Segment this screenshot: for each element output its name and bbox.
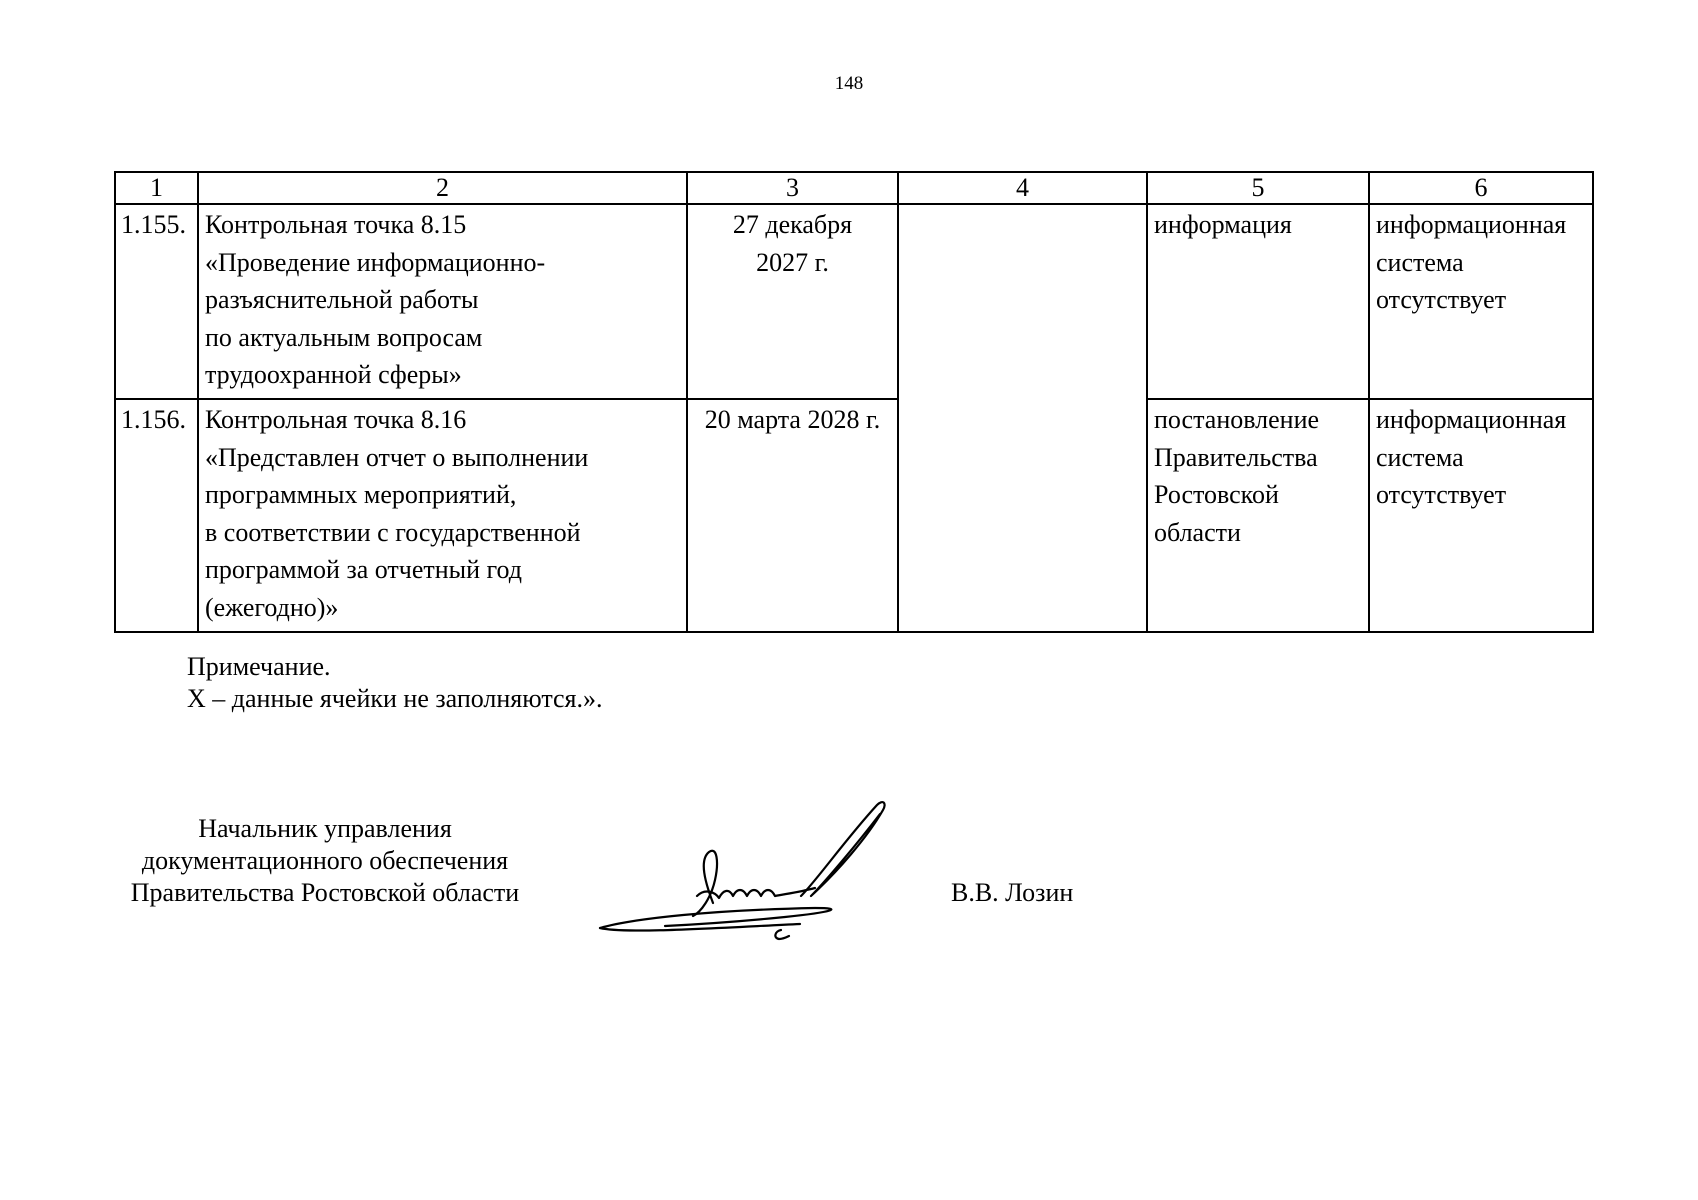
description-line: Контрольная точка 8.16 [205, 404, 467, 434]
date-line: 20 марта 2028 г. [704, 404, 881, 434]
description-line: «Проведение информационно- [205, 247, 546, 277]
description-line: программных мероприятий, [205, 480, 517, 510]
control-points-table [114, 171, 1594, 633]
table-row [115, 204, 1593, 399]
row-information-system [1369, 204, 1593, 399]
signer-position-line: документационного обеспечения [141, 846, 509, 875]
column-header-2: 2 [198, 172, 687, 204]
description-line: (ежегодно)» [205, 592, 339, 622]
column-header-5: 5 [1147, 172, 1369, 204]
row-information-system [1369, 399, 1593, 632]
handwritten-signature [595, 800, 925, 945]
column-header-6: 6 [1369, 172, 1593, 204]
description-line: разъяснительной работы [205, 285, 479, 315]
description-line: в соответствии с государственной [205, 517, 581, 547]
document-line: Правительства [1154, 442, 1318, 472]
document-line: информация [1154, 210, 1292, 239]
row-document-type [1147, 399, 1369, 632]
signer-position-line: Правительства Ростовской области [130, 878, 520, 907]
column-header-4: 4 [898, 172, 1147, 204]
description-line: трудоохранной сферы» [205, 360, 462, 390]
date-line: 2027 г. [756, 247, 829, 277]
signer-name: В.В. Лозин [951, 878, 1074, 907]
system-line: информационная [1376, 404, 1567, 434]
column-header-1: 1 [115, 172, 198, 204]
row-date [687, 204, 898, 399]
system-line: отсутствует [1376, 480, 1507, 510]
system-line: информационная [1376, 210, 1567, 239]
signer-position-line: Начальник управления [198, 814, 452, 843]
note-block [187, 651, 603, 715]
row-description [198, 399, 687, 632]
document-line: области [1154, 517, 1241, 547]
row-document-type [1147, 204, 1369, 399]
date-line: 27 декабря [732, 210, 853, 239]
document-line: Ростовской [1154, 480, 1279, 510]
table-header-row [115, 172, 1593, 204]
row-number: 1.155. [115, 204, 198, 399]
system-line: система [1376, 442, 1464, 472]
note-text: Х – данные ячейки не заполняются.». [187, 684, 603, 713]
row-date [687, 399, 898, 632]
page-number: 148 [834, 73, 864, 94]
table-row [115, 399, 1593, 632]
description-line: Контрольная точка 8.15 [205, 210, 467, 239]
description-line: по актуальным вопросам [205, 322, 483, 352]
row-description [198, 204, 687, 399]
document-line: постановление [1154, 404, 1320, 434]
row-number: 1.156. [115, 399, 198, 632]
note-title: Примечание. [187, 652, 331, 681]
description-line: программой за отчетный год [205, 555, 523, 585]
description-line: «Представлен отчет о выполнении [205, 442, 589, 472]
column-header-3: 3 [687, 172, 898, 204]
system-line: система [1376, 247, 1464, 277]
signer-position [110, 813, 540, 909]
row-responsible-cell [898, 204, 1147, 632]
system-line: отсутствует [1376, 285, 1507, 315]
